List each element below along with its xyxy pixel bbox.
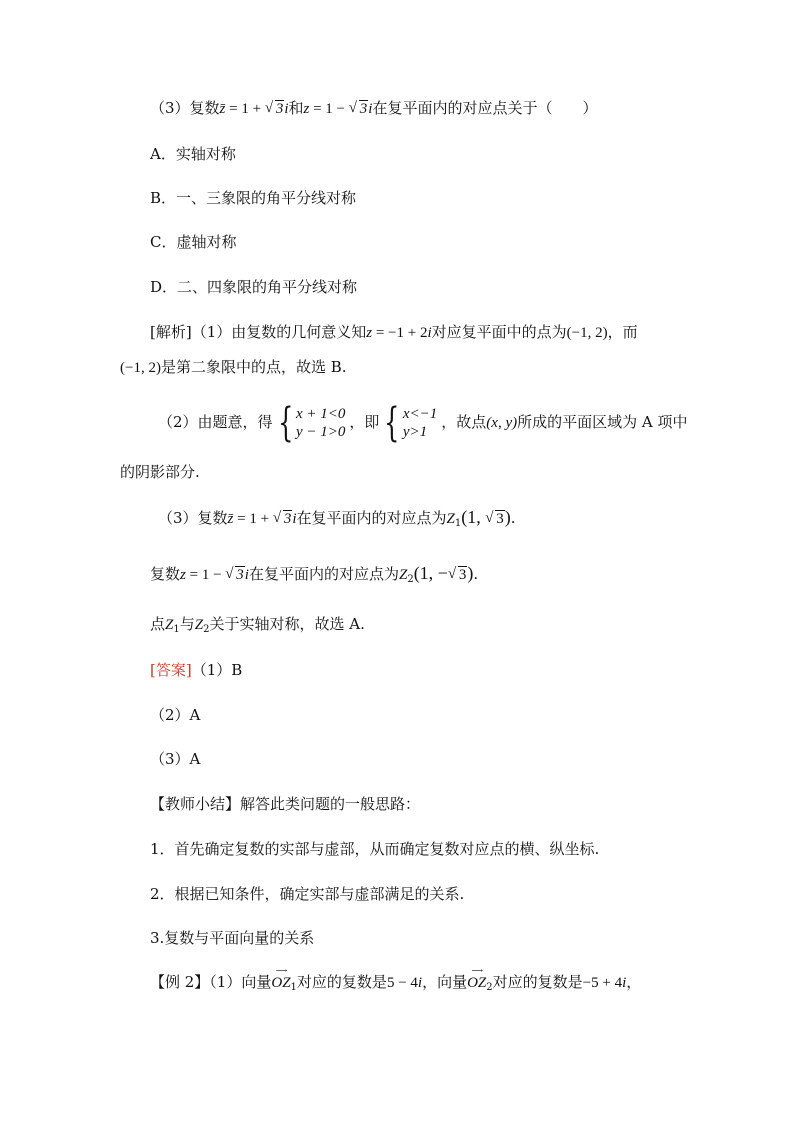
analysis-text: 与 (179, 615, 195, 633)
analysis-part-3 (158, 507, 516, 534)
math-text: 5 − 4 (386, 975, 418, 991)
vector-OZ1 (271, 966, 291, 993)
analysis-text: ，而 (607, 323, 638, 341)
vector-label: OZ (467, 975, 487, 991)
analysis-text: . (510, 509, 516, 527)
math-text: = −1 + 2 (372, 325, 428, 341)
left-brace: { (384, 400, 400, 446)
analysis-text: . (473, 565, 479, 583)
math-text: = 1 + (225, 101, 265, 117)
math-Z: Z (165, 617, 174, 633)
analysis-part-4 (150, 563, 478, 590)
q3-and: 和 (288, 99, 304, 117)
inequality-row: y − 1>0 (296, 424, 346, 440)
inequality-row: x<−1 (402, 406, 438, 422)
analysis-text: 在复平面内的对应点为 (248, 565, 399, 583)
analysis-line-2 (120, 357, 347, 378)
sqrt-radicand: 3 (496, 511, 504, 527)
sqrt (225, 565, 245, 585)
math-text: = 1 − (309, 101, 349, 117)
sqrt (485, 509, 505, 529)
vector-arrow-icon: ⟶ (471, 966, 482, 975)
math-point: (x, y) (486, 415, 518, 431)
subscript: 1 (173, 624, 180, 635)
math-point: (1, (461, 507, 486, 527)
math-text: −5 + 4 (582, 975, 623, 991)
math-z: z (180, 567, 186, 583)
math-Z: Z (398, 567, 408, 583)
math-Z: Z (446, 511, 455, 527)
inequality-system-2 (403, 405, 437, 441)
sqrt (448, 565, 468, 585)
math-Z: Z (194, 617, 204, 633)
math-point: (1, − (413, 563, 448, 583)
answer-3: （3）A (150, 750, 201, 768)
math-point: ) (467, 563, 474, 583)
analysis-text: 在复平面内的对应点为 (296, 509, 447, 527)
analysis-text: 关于实轴对称，故选 A. (209, 615, 365, 633)
summary-title: 【教师小结】解答此类问题的一般思路： (150, 795, 421, 813)
analysis-text: 所成的平面区域为 A 项中 (517, 413, 688, 431)
analysis-line-1 (150, 322, 638, 343)
example-text: ， (626, 973, 642, 991)
analysis-text: ，即 (349, 413, 380, 431)
sqrt (273, 509, 293, 529)
math-i: i (292, 511, 297, 527)
vector-arrow-icon: ⟶ (275, 966, 287, 975)
example-2 (150, 966, 642, 998)
math-point: (−1, 2) (120, 360, 161, 376)
analysis-text: 复数 (150, 565, 181, 583)
analysis-part-2 (158, 400, 687, 445)
subscript: 2 (203, 624, 210, 635)
left-brace: { (277, 400, 293, 446)
math-i: i (417, 975, 423, 991)
math-z-bar: z̄ (227, 511, 234, 527)
answer-2: （2）A (150, 706, 201, 724)
sqrt-radicand: 3 (283, 511, 292, 527)
vector-label: OZ (271, 975, 291, 991)
summary-step-3: 3.复数与平面向量的关系 (150, 929, 315, 947)
math-point: (−1, 2) (566, 325, 608, 341)
sqrt-radicand: 3 (236, 567, 244, 583)
analysis-text: 是第二象限中的点，故选 B. (160, 358, 347, 376)
math-i: i (244, 567, 249, 583)
vector-OZ2 (467, 966, 487, 993)
math-z: z (303, 101, 310, 117)
math-i: i (622, 975, 627, 991)
question-3 (150, 98, 597, 119)
q3-prefix: （3）复数 (150, 99, 220, 117)
math-i: i (368, 101, 373, 117)
math-text: = 1 − (185, 567, 226, 583)
sqrt-radicand: 3 (458, 567, 467, 583)
math-z: z (366, 325, 373, 341)
summary-step-2: 2．根据已知条件，确定实部与虚部满足的关系. (150, 885, 465, 903)
answer-line-1 (150, 660, 242, 680)
subscript: 1 (290, 982, 297, 993)
sqrt (265, 99, 285, 119)
example-text: 对应的复数是 (296, 973, 387, 991)
q3-suffix: 在复平面内的对应点关于（ ） (372, 99, 598, 117)
math-point: ) (504, 507, 511, 527)
sqrt-radicand: 3 (275, 101, 284, 117)
math-i: i (427, 325, 432, 341)
option-c: C．虚轴对称 (150, 233, 237, 251)
inequality-system-1 (296, 405, 345, 441)
analysis-part-5 (150, 614, 365, 640)
answer-1: （1）B (191, 661, 243, 679)
analysis-text: 对应复平面中的点为 (431, 323, 567, 341)
analysis-text: （2）由题意，得 (158, 413, 273, 431)
example-text: ，向量 (422, 973, 468, 991)
example-text: 【例 2】（1）向量 (150, 973, 272, 991)
analysis-text: [解析]（1）由复数的几何意义知 (150, 323, 367, 341)
option-a: A．实轴对称 (150, 145, 236, 163)
inequality-row: x + 1<0 (296, 406, 346, 422)
inequality-row: y>1 (402, 424, 428, 440)
math-text: = 1 + (233, 511, 273, 527)
sqrt (349, 99, 369, 119)
option-d: D．二、四象限的角平分线对称 (150, 278, 358, 296)
sqrt-radicand: 3 (359, 101, 368, 117)
analysis-text: （3）复数 (158, 509, 228, 527)
math-i: i (284, 101, 289, 117)
summary-step-1: 1．首先确定复数的实部与虚部，从而确定复数对应点的横、纵坐标. (150, 840, 600, 858)
subscript: 2 (486, 982, 493, 993)
analysis-text: ，故点 (441, 413, 487, 431)
subscript: 2 (407, 574, 414, 585)
option-b: B．一、三象限的角平分线对称 (150, 189, 357, 207)
example-text: 对应的复数是 (492, 973, 583, 991)
math-z-bar: z̄ (219, 101, 226, 117)
answer-label: [答案] (150, 661, 192, 679)
analysis-part-2-cont: 的阴影部分. (120, 463, 200, 481)
subscript: 1 (454, 518, 462, 529)
analysis-text: 点 (150, 615, 166, 633)
